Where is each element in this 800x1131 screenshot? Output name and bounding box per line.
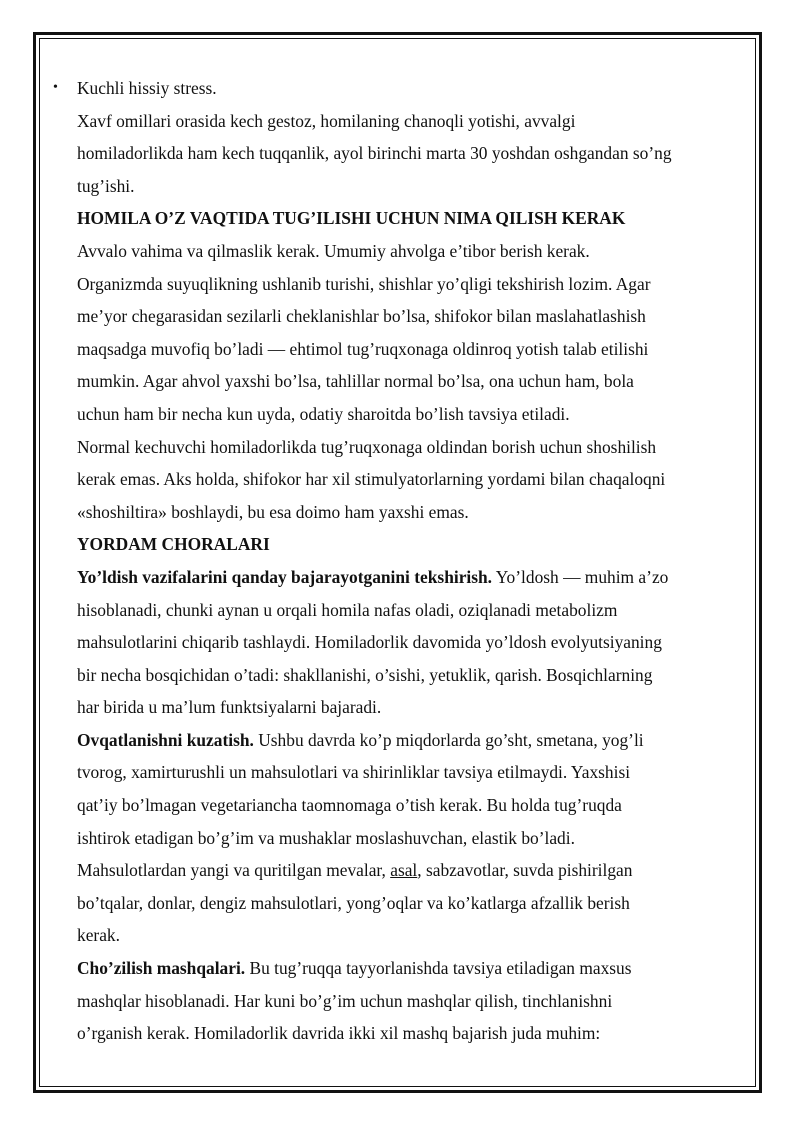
section-stretching-exercises xyxy=(77,952,727,1050)
paragraph-normal-pregnancy xyxy=(77,431,727,529)
text-run: Bu tug’ruqqa tayyorlanishda tavsiya etiladigan maxsus xyxy=(245,958,632,979)
text-line xyxy=(77,952,727,985)
text-line: qat’iy bo’lmagan vegetariancha taomnomaga o’tish kerak. Bu holda tug’ruqda xyxy=(77,795,622,816)
text-line: Avvalo vahima va qilmaslik kerak. Umumiy ahvolga e’tibor berish kerak. xyxy=(77,240,590,261)
text-line: uchun ham bir necha kun uyda, odatiy sharoitda bo’lish tavsiya etiladi. xyxy=(77,403,570,424)
text-line: homiladorlikda ham kech tuqqanlik, ayol birinchi marta 30 yoshdan oshgandan so’ng xyxy=(77,143,672,164)
bullet-marker: • xyxy=(53,80,58,95)
paragraph-timely-birth xyxy=(77,235,727,431)
text-line: ishtirok etadigan bo’g’im va mushaklar moslashuvchan, elastik bo’ladi. xyxy=(77,827,575,848)
text-line: Organizmda suyuqlikning ushlanib turishi, shishlar yo’qligi tekshirish lozim. Agar xyxy=(77,273,651,294)
heading-timely-birth: HOMILA O’Z VAQTIDA TUG’ILISHI UCHUN NIMA QILISH KERAK xyxy=(77,208,626,229)
text-line: tug’ishi. xyxy=(77,175,135,196)
section-placenta-check xyxy=(77,561,727,724)
section-title-nutrition: Ovqatlanishni kuzatish. xyxy=(77,729,254,750)
text-run: Mahsulotlardan yangi va quritilgan mevalar, xyxy=(77,860,391,881)
document-body xyxy=(53,72,727,1050)
text-line: «shoshiltira» boshlaydi, bu esa doimo ham yaxshi emas. xyxy=(77,501,469,522)
text-line: mumkin. Agar ahvol yaxshi bo’lsa, tahlillar normal bo’lsa, ona uchun ham, bola xyxy=(77,371,634,392)
text-line: har birida u ma’lum funktsiyalarni bajaradi. xyxy=(77,697,382,718)
text-line: kerak emas. Aks holda, shifokor har xil stimulyatorlarning yordami bilan chaqaloqni xyxy=(77,469,666,490)
text-line: bir necha bosqichidan o’tadi: shakllanishi, o’sishi, yetuklik, qarish. Bosqichlarning xyxy=(77,664,653,685)
text-run: Yo’ldosh — muhim a’zo xyxy=(492,566,669,587)
text-line xyxy=(77,854,727,887)
text-line: o’rganish kerak. Homiladorlik davrida ikki xil mashq bajarish juda muhim: xyxy=(77,1023,601,1044)
section-title-exercises: Cho’zilish mashqalari. xyxy=(77,958,246,979)
text-line: mashqlar hisoblanadi. Har kuni bo’g’im uchun mashqlar qilish, tinchlanishni xyxy=(77,990,613,1011)
section-title-placenta: Yo’ldish vazifalarini qanday bajarayotganini tekshirish. xyxy=(77,566,493,587)
text-line: hisoblanadi, chunki aynan u orqali homila nafas oladi, oziqlanadi metabolizm xyxy=(77,599,618,620)
text-line: maqsadga muvofiq bo’ladi — ehtimol tug’ruqxonaga oldinroq yotish talab etilishi xyxy=(77,338,649,359)
text-line: tvorog, xamirturushli un mahsulotlari va shirinliklar tavsiya etilmaydi. Yaxshisi xyxy=(77,762,631,783)
text-run: Ushbu davrda ko’p miqdorlarda go’sht, smetana, yog’li xyxy=(253,729,644,750)
text-line: bo’tqalar, donlar, dengiz mahsulotlari, yong’oqlar va ko’katlarga afzallik berish xyxy=(77,892,630,913)
paragraph-risk-factors xyxy=(77,105,727,203)
section-nutrition xyxy=(77,724,727,952)
text-line: Xavf omillari orasida kech gestoz, homilaning chanoqli yotishi, avvalgi xyxy=(77,110,576,131)
text-line: me’yor chegarasidan sezilarli cheklanishlar bo’lsa, shifokor bilan maslahatlashish xyxy=(77,306,646,327)
honey-link[interactable]: asal xyxy=(390,860,418,881)
bullet-text: Kuchli hissiy stress. xyxy=(77,78,217,98)
text-line xyxy=(77,561,727,594)
text-line: Normal kechuvchi homiladorlikda tug’ruqxonaga oldindan borish uchun shoshilish xyxy=(77,436,657,457)
text-line: kerak. xyxy=(77,925,120,946)
heading-help-measures: YORDAM CHORALARI xyxy=(77,534,270,555)
text-line: mahsulotlarini chiqarib tashlaydi. Homiladorlik davomida yo’ldosh evolyutsiyaning xyxy=(77,632,662,653)
text-run: , sabzavotlar, suvda pishirilgan xyxy=(417,860,633,881)
bullet-list-item xyxy=(53,72,727,105)
text-line xyxy=(77,724,727,757)
